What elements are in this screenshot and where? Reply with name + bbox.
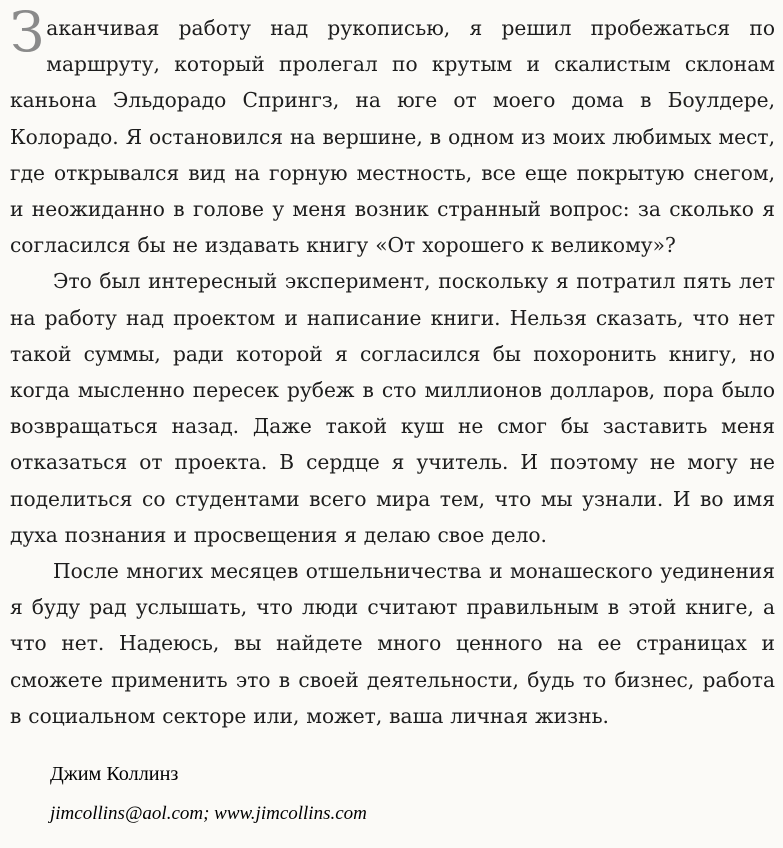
paragraph-1 xyxy=(10,0,775,263)
paragraph-3: После многих месяцев отшельничества и монашеского уединения я буду рад услышать, что люди считают правильным в этой книге, а что нет. Надеюсь, вы найдете много ценного на ее страницах и сможете применить это в своей деятельности, будь то бизнес, работа в социальном секторе или, может, ваша личная жизнь. xyxy=(10,559,775,728)
paragraph-2: Это был интересный эксперимент, поскольку я потратил пять лет на работу над проектом и написание книги. Нельзя сказать, что нет такой суммы, ради которой я согласился бы похоронить книгу, но когда мысленно пересек рубеж в сто миллионов долларов, пора было возвращаться назад. Даже такой куш не смог бы заставить меня отказаться от проекта. В сердце я учитель. И поэтому не могу не поделиться со студентами всего мира тем, что мы узнали. И во имя духа познания и просвещения я делаю свое дело. xyxy=(10,269,775,547)
paragraph-1-text: аканчивая работу над рукописью, я решил пробежаться по маршруту, который пролегал по крутым и скалистым склонам каньона Эльдорадо Спрингз, на юге от моего дома в Боулдере, Колорадо. Я остановился на вершине, в одном из моих любимых мест, где открывался вид на горную местность, все еще покрытую снегом, и неожиданно в голове у меня возник странный вопрос: за сколько я согласился бы не издавать книгу «От хорошего к великому»? xyxy=(10,16,775,258)
author-contacts: jimcollins@aol.com; www.jimcollins.com xyxy=(50,803,367,824)
drop-cap: З xyxy=(10,0,45,64)
author-signature: Джим Коллинз xyxy=(50,763,179,785)
